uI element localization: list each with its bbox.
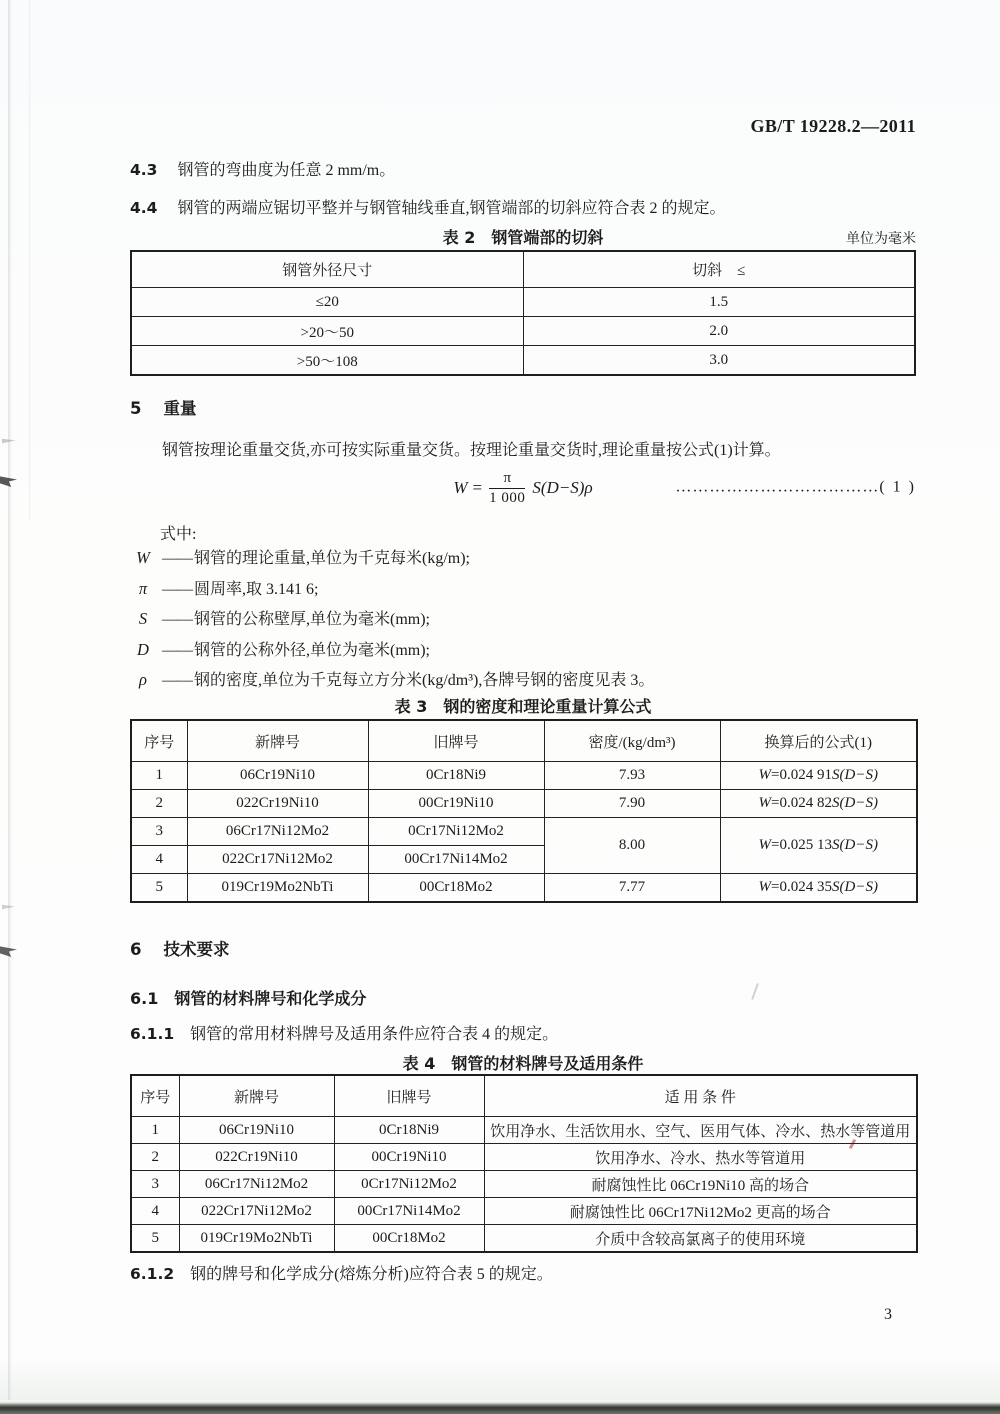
definition-pi	[124, 576, 924, 607]
definition-text: 钢管的公称外径,单位为毫米(mm);	[194, 641, 430, 659]
dash: ——	[162, 550, 192, 567]
clause-6-1-2	[130, 1261, 920, 1284]
table3-col-no: 序号	[131, 720, 187, 762]
cell-old-grade: 00Cr18Mo2	[334, 1225, 484, 1253]
section-title: 技术要求	[163, 940, 230, 959]
cell-density: 7.77	[544, 874, 720, 903]
table-row	[131, 1144, 917, 1171]
cell-condition: 介质中含较高氯离子的使用环境	[484, 1225, 917, 1253]
formula-leader	[675, 479, 916, 497]
formula-coef: =0.024 35	[771, 879, 832, 895]
cell-new-grade: 06Cr19Ni10	[179, 1117, 334, 1144]
formula-number-label: ( 1 )	[879, 478, 916, 496]
leader-dots: ………………………………	[675, 478, 880, 496]
clause-4-3	[130, 157, 920, 180]
pencil-mark	[751, 983, 759, 1000]
cell-formula	[720, 874, 917, 903]
clause-text: 钢管的两端应锯切平整并与钢管轴线垂直,钢管端部的切斜应符合表 2 的规定。	[177, 200, 726, 217]
table3-caption: 表 3 钢的密度和理论重量计算公式	[394, 697, 652, 716]
formula-tail: S(D−S)	[832, 795, 878, 811]
definition-W	[124, 545, 924, 576]
formula-expression	[453, 470, 592, 506]
definition-text: 钢管的公称壁厚,单位为毫米(mm);	[194, 611, 430, 628]
cell-slant: 3.0	[523, 346, 915, 376]
symbol: W	[136, 548, 150, 567]
section-title: 钢管的材料牌号和化学成分	[174, 989, 367, 1008]
cell-old-grade: 00Cr18Mo2	[368, 874, 544, 903]
table-header-row	[131, 720, 917, 762]
cell-old-grade: 00Cr17Ni14Mo2	[368, 846, 544, 874]
left-crease-artifact	[8, 0, 12, 1400]
cell-old-grade: 00Cr19Ni10	[334, 1144, 484, 1171]
left-crease-artifact-2	[29, 0, 31, 520]
table-row	[131, 346, 915, 376]
symbol: ρ	[139, 670, 147, 689]
cell-condition: 饮用净水、冷水、热水等管道用	[484, 1144, 917, 1171]
cell-old-grade: 0Cr17Ni12Mo2	[368, 818, 544, 846]
clause-4-4	[130, 195, 920, 218]
formula-tail: S(D−S)	[832, 837, 878, 853]
clause-text: 钢管的常用材料牌号及适用条件应符合表 4 的规定。	[190, 1026, 559, 1043]
cell-new-grade: 022Cr17Ni12Mo2	[179, 1198, 334, 1225]
section-number: 6	[130, 940, 142, 959]
dash: ——	[162, 641, 192, 659]
table-row	[131, 790, 917, 818]
dash: ——	[162, 672, 192, 689]
cell-no: 4	[131, 1198, 179, 1225]
cell-no: 2	[131, 1144, 179, 1171]
table2-unit-note: 单位为毫米	[846, 232, 916, 247]
table3-caption-row	[130, 694, 916, 717]
dash: ——	[162, 611, 192, 628]
table3-col-old: 旧牌号	[368, 720, 544, 762]
equals-sign: =	[472, 478, 483, 497]
definition-text: 圆周率,取 3.141 6;	[194, 580, 319, 598]
definition-rho	[124, 667, 924, 698]
table4-col-condition: 适 用 条 件	[484, 1075, 917, 1117]
table-row	[131, 1117, 917, 1144]
table-header-row	[131, 251, 915, 288]
clause-text: 钢管的弯曲度为任意 2 mm/m。	[177, 162, 396, 179]
cell-formula-merged	[720, 818, 917, 874]
fraction-numerator: π	[489, 470, 525, 489]
table-row	[131, 317, 915, 346]
cell-new-grade: 06Cr17Ni12Mo2	[179, 1171, 334, 1198]
formula-coef: =0.025 13	[771, 837, 832, 853]
table4-caption-row	[130, 1051, 916, 1074]
formula-tail: S(D−S)	[832, 767, 878, 783]
cell-no: 1	[131, 762, 187, 790]
table-row	[131, 762, 917, 790]
cell-density: 7.93	[544, 762, 720, 790]
table-3-density-and-formula	[130, 719, 918, 903]
dash: ——	[162, 580, 192, 598]
table-row	[131, 1198, 917, 1225]
cell-old-grade: 00Cr19Ni10	[368, 790, 544, 818]
table2-caption: 表 2 钢管端部的切斜	[442, 228, 604, 247]
cell-od: >50～108	[131, 346, 523, 376]
section-6-1-heading	[130, 986, 366, 1009]
cell-formula	[720, 790, 917, 818]
table-row	[131, 1225, 917, 1253]
table-4-material-grades-and-conditions	[130, 1074, 918, 1253]
formula-lhs: W	[453, 478, 468, 497]
formula-rhs: S(D−S)ρ	[532, 478, 593, 497]
cell-new-grade: 019Cr19Mo2NbTi	[179, 1225, 334, 1253]
table-row	[131, 1171, 917, 1198]
cell-od: ≤20	[131, 288, 523, 317]
scan-bottom-edge	[0, 1400, 1000, 1414]
table3-col-density: 密度/(kg/dm³)	[544, 720, 720, 762]
formula-w: W	[758, 767, 772, 783]
cell-od: >20～50	[131, 317, 523, 346]
cell-formula	[720, 762, 917, 790]
cell-no: 3	[131, 1171, 179, 1198]
cell-new-grade: 06Cr19Ni10	[187, 762, 368, 790]
table-row	[131, 288, 915, 317]
cell-no: 1	[131, 1117, 179, 1144]
clause-number: 6.1.2	[130, 1265, 175, 1283]
cell-new-grade: 06Cr17Ni12Mo2	[187, 818, 368, 846]
table2-col-slant: 切斜 ≤	[523, 251, 915, 288]
cell-old-grade: 0Cr18Ni9	[334, 1117, 484, 1144]
section-5-heading	[130, 395, 196, 419]
section-number: 5	[130, 399, 142, 418]
section-6-heading	[130, 936, 229, 960]
formula-1	[130, 462, 916, 514]
standard-number-header: GB/T 19228.2—2011	[750, 116, 916, 136]
where-label: 式中:	[160, 526, 197, 543]
table2-caption-row	[130, 225, 916, 248]
table4-col-no: 序号	[131, 1075, 179, 1117]
cell-condition: 耐腐蚀性比 06Cr17Ni12Mo2 更高的场合	[484, 1198, 917, 1225]
formula-w: W	[758, 795, 772, 811]
fraction	[489, 470, 525, 506]
cell-new-grade: 022Cr17Ni12Mo2	[187, 846, 368, 874]
formula-coef: =0.024 91	[771, 767, 832, 783]
section-number: 6.1	[130, 989, 159, 1008]
clause-number: 4.3	[130, 161, 158, 179]
formula-tail: S(D−S)	[832, 879, 878, 895]
cell-old-grade: 00Cr17Ni14Mo2	[334, 1198, 484, 1225]
cell-density: 7.90	[544, 790, 720, 818]
table4-col-old: 旧牌号	[334, 1075, 484, 1117]
section-title: 重量	[163, 399, 197, 418]
cell-slant: 2.0	[523, 317, 915, 346]
definition-text: 钢管的理论重量,单位为千克每米(kg/m);	[194, 550, 470, 567]
cell-condition: 耐腐蚀性比 06Cr19Ni10 高的场合	[484, 1171, 917, 1198]
clause-6-1-1	[130, 1021, 920, 1044]
table4-caption: 表 4 钢管的材料牌号及适用条件	[402, 1054, 644, 1073]
cell-no: 2	[131, 790, 187, 818]
cell-new-grade: 022Cr19Ni10	[187, 790, 368, 818]
cell-new-grade: 022Cr19Ni10	[179, 1144, 334, 1171]
cell-density-merged: 8.00	[544, 818, 720, 874]
cell-old-grade: 0Cr17Ni12Mo2	[334, 1171, 484, 1198]
cell-no: 5	[131, 1225, 179, 1253]
formula-w: W	[758, 879, 772, 895]
symbol-definitions	[124, 545, 924, 698]
cell-no: 5	[131, 874, 187, 903]
cell-no: 3	[131, 818, 187, 846]
page-number: 3	[884, 1306, 892, 1323]
definition-text: 钢的密度,单位为千克每立方分米(kg/dm³),各牌号钢的密度见表 3。	[194, 672, 655, 689]
clause-number: 6.1.1	[130, 1025, 175, 1043]
cell-condition: 饮用净水、生活饮用水、空气、医用气体、冷水、热水等管道用	[484, 1117, 917, 1144]
table4-col-new: 新牌号	[179, 1075, 334, 1117]
formula-coef: =0.024 82	[771, 795, 832, 811]
clause-number: 4.4	[130, 199, 158, 217]
symbol: D	[137, 639, 149, 659]
table-header-row	[131, 1075, 917, 1117]
symbol: S	[138, 609, 148, 628]
table3-col-new: 新牌号	[187, 720, 368, 762]
table-row	[131, 874, 917, 903]
section-5-paragraph: 钢管按理论重量交货,亦可按实际重量交货。按理论重量交货时,理论重量按公式(1)计算。	[162, 442, 781, 459]
table-row	[131, 818, 917, 846]
cell-new-grade: 019Cr19Mo2NbTi	[187, 874, 368, 903]
table2-col-od: 钢管外径尺寸	[131, 251, 523, 288]
definition-S	[124, 606, 924, 637]
fraction-denominator: 1 000	[489, 489, 526, 506]
table3-col-formula: 换算后的公式(1)	[720, 720, 917, 762]
formula-w: W	[758, 837, 772, 853]
table-2-pipe-end-cut-slant	[130, 250, 916, 376]
symbol: π	[138, 578, 148, 598]
cell-no: 4	[131, 846, 187, 874]
cell-old-grade: 0Cr18Ni9	[368, 762, 544, 790]
definition-D	[124, 637, 924, 668]
clause-text: 钢的牌号和化学成分(熔炼分析)应符合表 5 的规定。	[190, 1266, 553, 1283]
cell-slant: 1.5	[523, 288, 915, 317]
